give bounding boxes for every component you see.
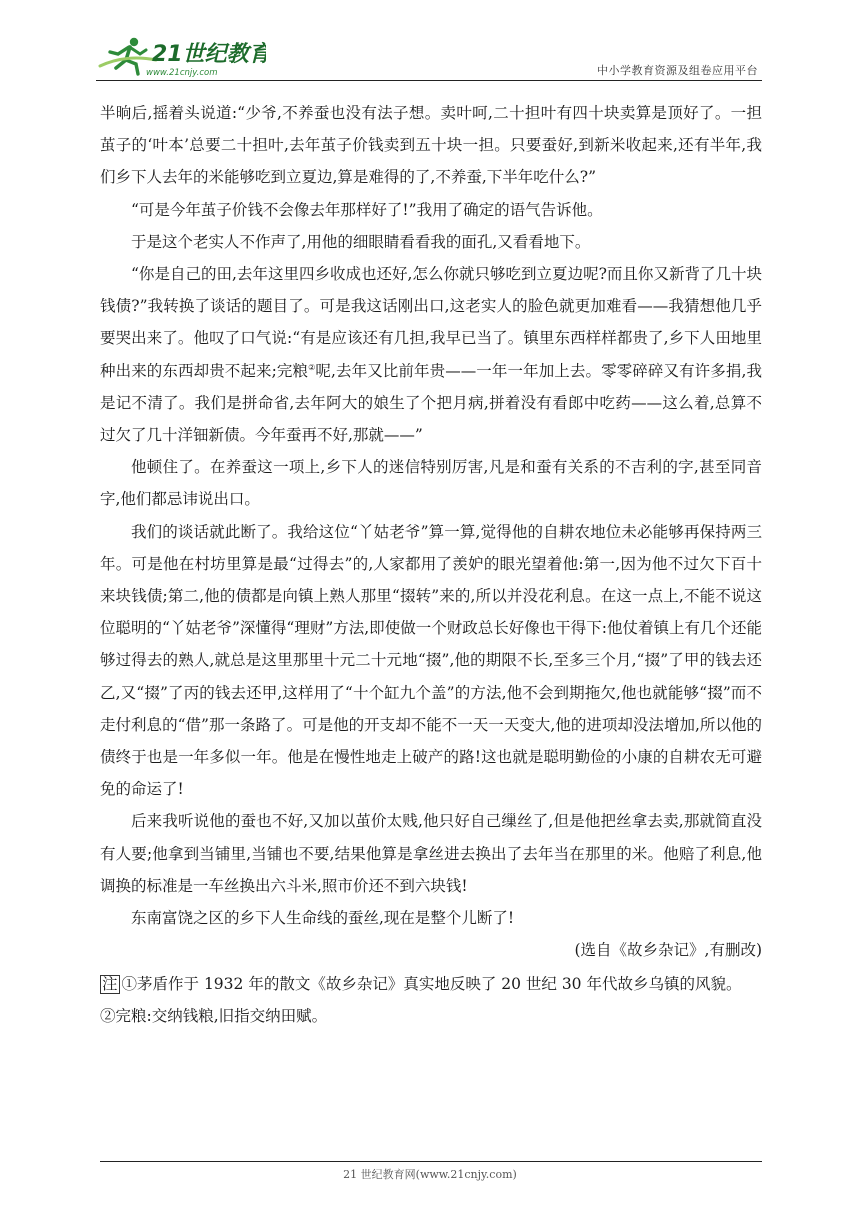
footer: 21 世纪教育网(www.21cnjy.com) (343, 1168, 517, 1181)
paragraph-text: “你是自己的田,去年这里四乡收成也还好,怎么你就只够吃到立夏边呢?而且你又新背了几十块钱债?”我转换了谈话的题目了。可是我这话刚出口,这老实人的脸色就更加难看——我猜想他几乎要哭出来了。他叹了口气说:“有是应该还有几担,我早已当了。镇里东西样样都贵了,乡下人田地里种出来的东西却贵不起来;完粮 (100, 265, 762, 380)
footer-divider (100, 1161, 762, 1162)
paragraph (100, 258, 762, 451)
article-body (100, 97, 762, 1032)
logo-graphic (96, 34, 266, 80)
paragraph: 后来我听说他的蚕也不好,又加以茧价太贱,他只好自己缫丝了,但是他把丝拿去卖,那就简直没有人要;他拿到当铺里,当铺也不要,结果他算是拿丝进去换出了去年当在那里的米。他赔了利息,他调换的标准是一车丝换出六斗米,照市价还不到六块钱! (100, 812, 762, 895)
footnote-marker: ② (308, 362, 316, 372)
logo (96, 34, 266, 80)
source-citation: (选自《故乡杂记》,有删改) (574, 941, 762, 960)
svg-text:www.21cnjy.com: www.21cnjy.com (146, 68, 218, 78)
paragraph: 东南富饶之区的乡下人生命线的蚕丝,现在是整个儿断了! (131, 909, 515, 928)
note-1-text: ①茅盾作于 1932 年的散文《故乡杂记》真实地反映了 20 世纪 30 年代故乡乌镇的风貌。 (121, 975, 742, 994)
note-2: ②完粮:交纳钱粮,旧指交纳田赋。 (100, 1007, 328, 1026)
paragraph: “可是今年茧子价钱不会像去年那样好了!”我用了确定的语气告诉他。 (131, 200, 603, 219)
paragraph: 我们的谈话就此断了。我给这位“丫姑老爷”算一算,觉得他的自耕农地位未必能够再保持两三年。可是他在村坊里算是最“过得去”的,人家都用了羡妒的眼光望着他:第一,因为他不过欠下百十来块钱债;第二,他的债都是向镇上熟人那里“掇转”来的,所以并没花利息。在这一点上,不能不说这位聪明的“丫姑老爷”深懂得“理财”方法,即使做一个财政总长好像也干得下:他仗着镇上有几个还能够过得去的熟人,就总是这里那里十元二十元地“掇”,他的期限不长,至多三个月,“掇”了甲的钱去还乙,又“掇”了丙的钱去还甲,这样用了“十个缸九个盖”的方法,他不会到期拖欠,他也就能够“掇”而不走付利息的“借”那一条路了。可是他的开支却不能不一天一天变大,他的进项却没法增加,所以他的债终于也是一年多似一年。他是在慢性地走上破产的路!这也就是聪明勤俭的小康的自耕农无可避免的命运了! (100, 522, 762, 799)
paragraph: 他顿住了。在养蚕这一项上,乡下人的迷信特别厉害,凡是和蚕有关系的不吉利的字,甚至同音字,他们都忌讳说出口。 (100, 458, 762, 509)
page-header (96, 34, 762, 80)
header-divider (96, 80, 762, 81)
note-label: 注 (102, 975, 118, 994)
notes-section (100, 968, 762, 1032)
platform-title: 中小学教育资源及组卷应用平台 (597, 64, 758, 77)
paragraph-text: 呢,去年又比前年贵——一年一年加上去。零零碎碎又有许多捐,我是记不清了。我们是拼命省,去年阿大的娘生了个把月病,拼着没有看郎中吃药——这么着,总算不过欠了几十洋钿新债。今年蚕再不好,那就——” (100, 361, 763, 445)
paragraph: 于是这个老实人不作声了,用他的细眼睛看看我的面孔,又看看地下。 (131, 232, 591, 251)
note-1 (100, 968, 762, 1000)
paragraph: 半晌后,摇着头说道:“少爷,不养蚕也没有法子想。卖叶呵,二十担叶有四十块卖算是顶好了。一担茧子的‘叶本’总要二十担叶,去年茧子价钱卖到五十块一担。只要蚕好,到新米收起来,还有半年,我们乡下人去年的米能够吃到立夏边,算是难得的了,不养蚕,下半年吃什么?” (100, 104, 762, 187)
svg-text:21世纪教育: 21世纪教育 (152, 42, 266, 67)
